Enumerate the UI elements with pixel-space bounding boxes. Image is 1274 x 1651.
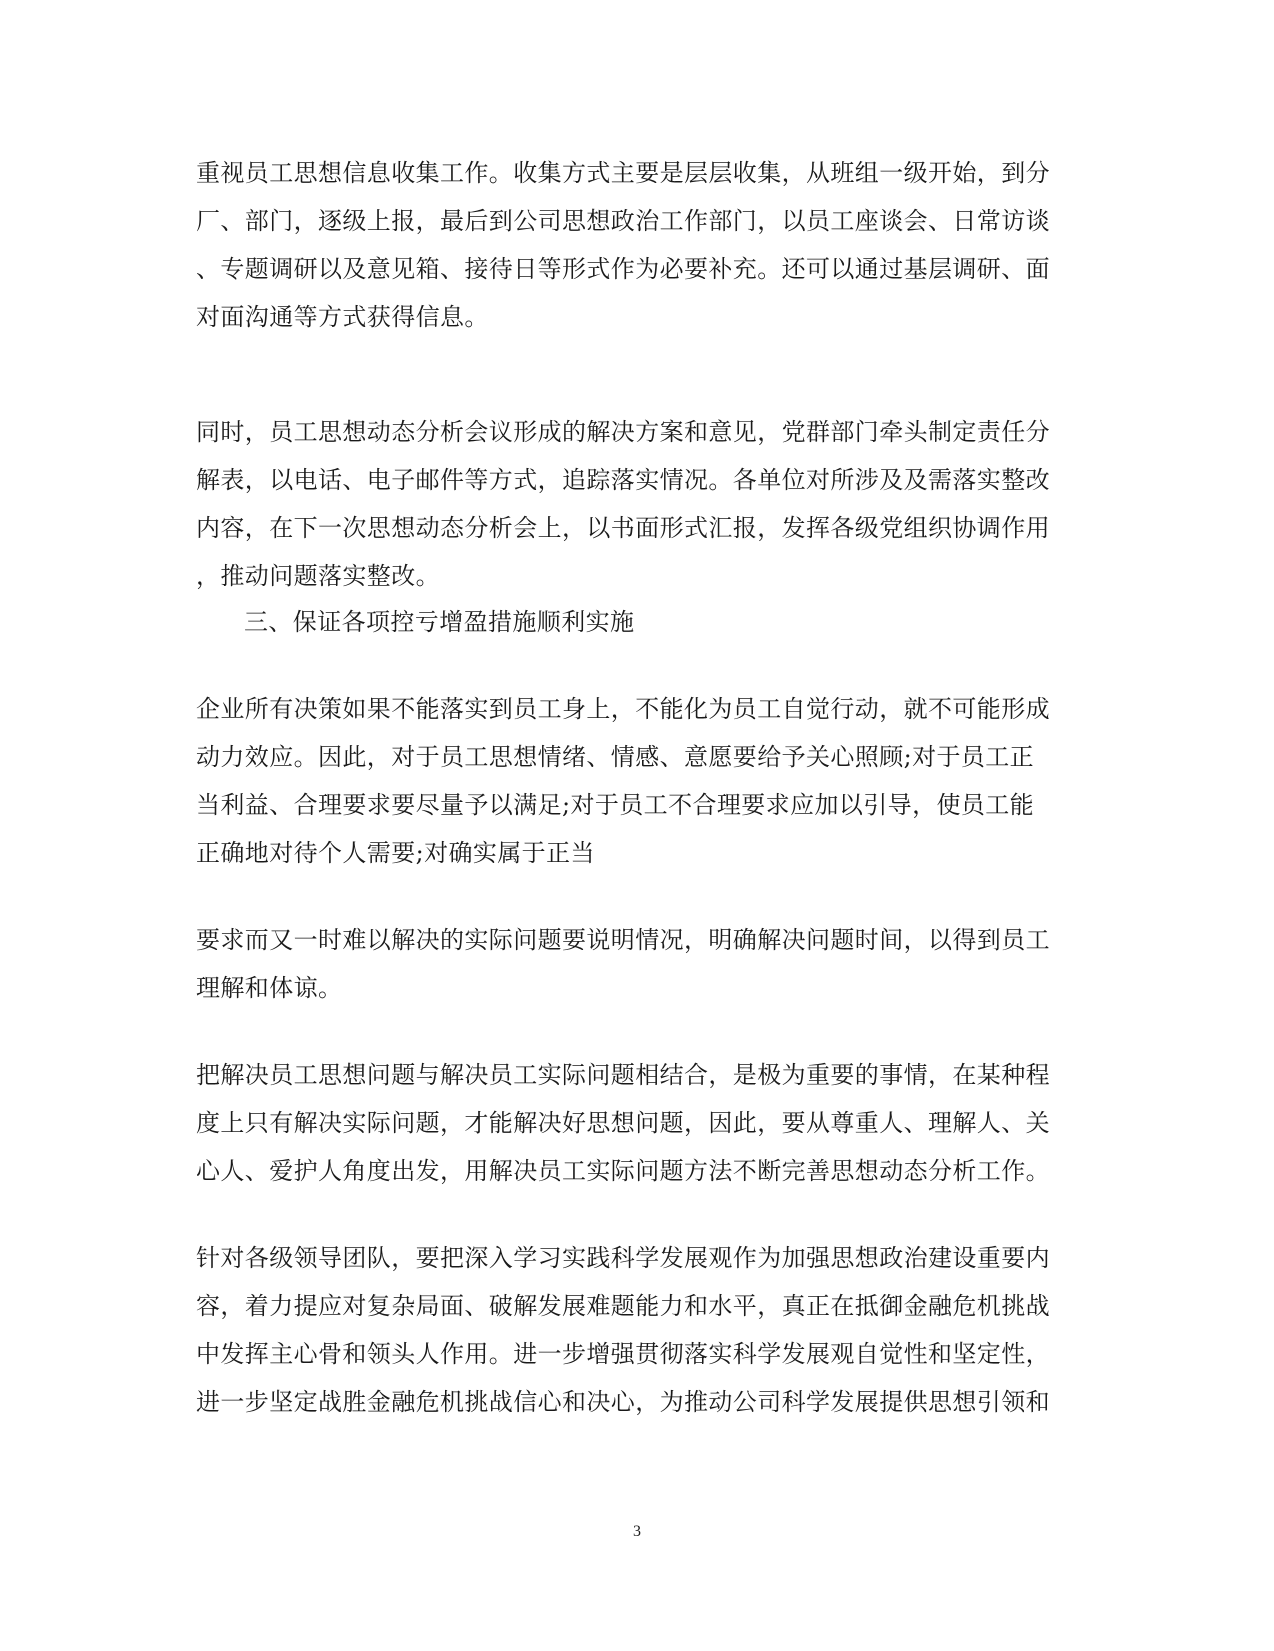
text-line: 心人、爱护人角度出发，用解决员工实际问题方法不断完善思想动态分析工作。	[196, 1157, 1050, 1185]
text-line: 解表，以电话、电子邮件等方式，追踪落实情况。各单位对所涉及及需落实整改	[196, 466, 1050, 494]
text-line: 当利益、合理要求要尽量予以满足;对于员工不合理要求应加以引导，使员工能	[196, 791, 1035, 819]
text-line: 正确地对待个人需要;对确实属于正当	[196, 839, 595, 867]
text-line: 理解和体谅。	[196, 974, 343, 1002]
text-line: 动力效应。因此，对于员工思想情绪、情感、意愿要给予关心照顾;对于员工正	[196, 743, 1035, 771]
text-line: ，推动问题落实整改。	[196, 562, 440, 590]
text-line: 对面沟通等方式获得信息。	[196, 303, 489, 331]
text-line: 中发挥主心骨和领头人作用。进一步增强贯彻落实科学发展观自觉性和坚定性，	[196, 1340, 1050, 1368]
text-line: 针对各级领导团队，要把深入学习实践科学发展观作为加强思想政治建设重要内	[196, 1244, 1050, 1272]
section-heading: 三、保证各项控亏增盈措施顺利实施	[244, 608, 635, 636]
text-line: 内容，在下一次思想动态分析会上，以书面形式汇报，发挥各级党组织协调作用	[196, 514, 1050, 542]
page-number: 3	[633, 1523, 641, 1540]
text-line: 同时，员工思想动态分析会议形成的解决方案和意见，党群部门牵头制定责任分	[196, 418, 1050, 446]
text-line: 把解决员工思想问题与解决员工实际问题相结合，是极为重要的事情，在某种程	[196, 1061, 1050, 1089]
text-line: 厂、部门，逐级上报，最后到公司思想政治工作部门，以员工座谈会、日常访谈	[196, 207, 1050, 235]
text-line: 进一步坚定战胜金融危机挑战信心和决心，为推动公司科学发展提供思想引领和	[196, 1388, 1050, 1416]
text-line: 重视员工思想信息收集工作。收集方式主要是层层收集，从班组一级开始，到分	[196, 159, 1050, 187]
text-line: 、专题调研以及意见箱、接待日等形式作为必要补充。还可以通过基层调研、面	[196, 255, 1050, 283]
text-line: 度上只有解决实际问题，才能解决好思想问题，因此，要从尊重人、理解人、关	[196, 1109, 1050, 1137]
text-line: 要求而又一时难以解决的实际问题要说明情况，明确解决问题时间，以得到员工	[196, 926, 1050, 954]
text-line: 容，着力提应对复杂局面、破解发展难题能力和水平，真正在抵御金融危机挑战	[196, 1292, 1050, 1320]
text-line: 企业所有决策如果不能落实到员工身上，不能化为员工自觉行动，就不可能形成	[196, 695, 1050, 723]
